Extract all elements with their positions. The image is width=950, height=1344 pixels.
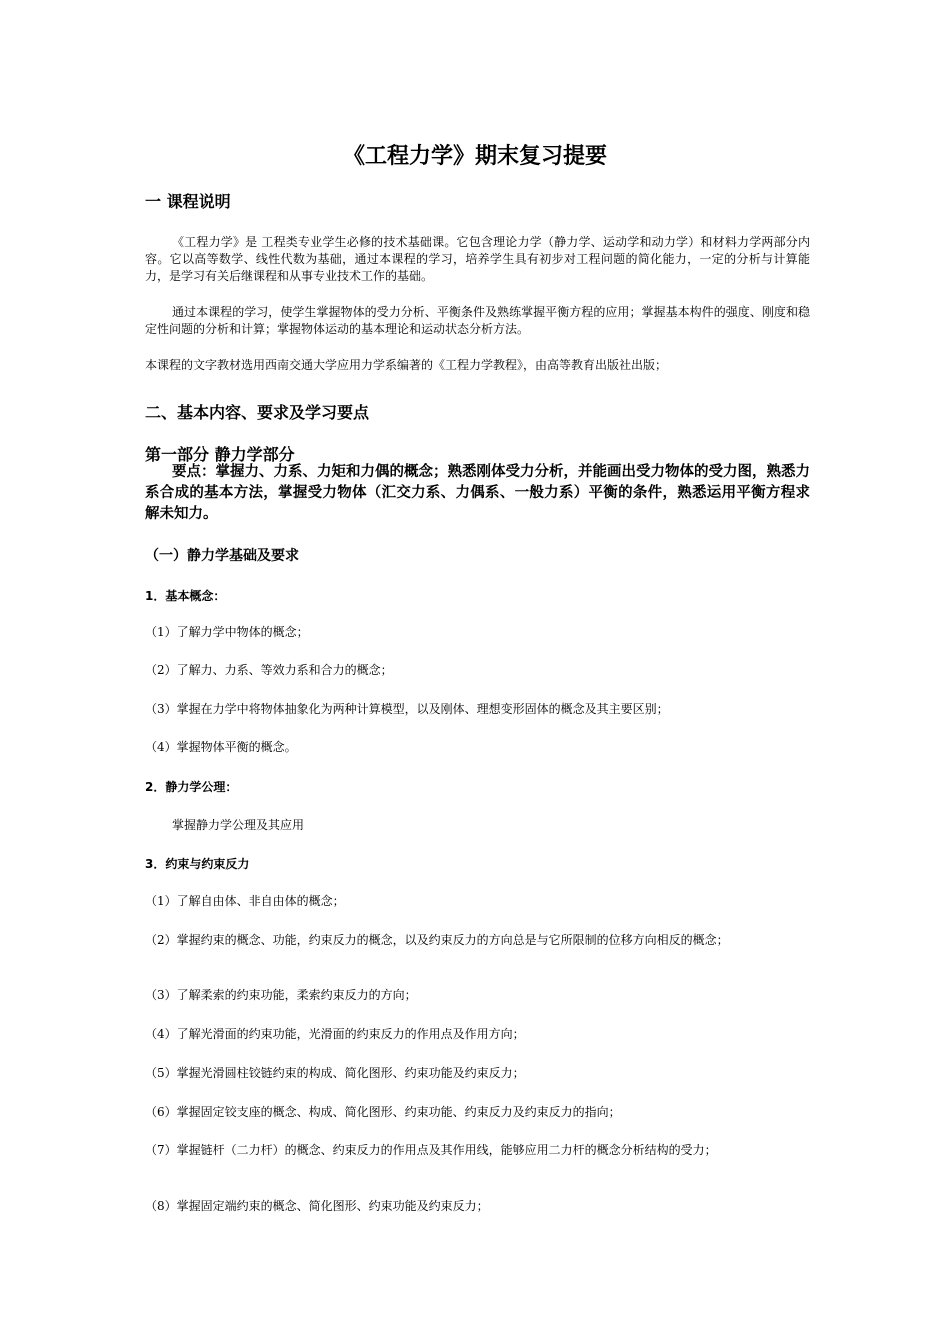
- section1-paragraph-3: 本课程的文字教材选用西南交通大学应用力学系编著的《工程力学教程》，由高等教育出版社出版；: [145, 358, 668, 372]
- section1-heading: 一 课程说明: [145, 192, 231, 211]
- part1-heading: 第一部分 静力学部分: [145, 445, 295, 464]
- subsection1-heading: （一）静力学基础及要求: [145, 548, 299, 564]
- item2-text: 掌握静力学公理及其应用: [172, 818, 305, 832]
- item1-heading: 1．基本概念：: [145, 589, 226, 603]
- item3-line-5: （5）掌握光滑圆柱铰链约束的构成、简化图形、约束功能及约束反力；: [145, 1066, 525, 1080]
- item3-line-2: （2）掌握约束的概念、功能，约束反力的概念，以及约束反力的方向总是与它所限制的位移方向相反的概念；: [145, 933, 729, 947]
- section1-paragraph-1: 《工程力学》是 工程类专业学生必修的技术基础课。它包含理论力学（静力学、运动学和动力学）和材料力学两部分内容。它以高等数学、线性代数为基础，通过本课程的学习，培养学生具有初步对工程问题的简化能力，一定的分析与计算能力，是学习有关后继课程和从事专业技术工作的基础。: [145, 235, 810, 283]
- item2-heading: 2．静力学公理：: [145, 780, 238, 794]
- item3-heading: 3．约束与约束反力: [145, 857, 250, 871]
- item3-line-1: （1）了解自由体、非自由体的概念；: [145, 894, 345, 908]
- section2-heading: 二、基本内容、要求及学习要点: [145, 403, 370, 422]
- item3-line-8: （8）掌握固定端约束的概念、简化图形、约束功能及约束反力；: [145, 1199, 489, 1213]
- section1-paragraph-2: 通过本课程的学习，使学生掌握物体的受力分析、平衡条件及熟练掌握平衡方程的应用；掌握基本构件的强度、刚度和稳定性问题的分析和计算；掌握物体运动的基本理论和运动状态分析方法。: [145, 305, 810, 336]
- item1-line-2: （2）了解力、力系、等效力系和合力的概念；: [145, 663, 393, 677]
- item3-line-3: （3）了解柔索的约束功能，柔索约束反力的方向；: [145, 988, 417, 1002]
- item1-line-1: （1）了解力学中物体的概念；: [145, 625, 309, 639]
- part1-keypoints: 要点：掌握力、力系、力矩和力偶的概念；熟悉刚体受力分析，并能画出受力物体的受力图，熟悉力系合成的基本方法，掌握受力物体（汇交力系、力偶系、一般力系）平衡的条件，熟悉运用平衡方程求解未知力。: [145, 464, 810, 522]
- item3-line-4: （4）了解光滑面的约束功能，光滑面的约束反力的作用点及作用方向；: [145, 1027, 525, 1041]
- document-title: 《工程力学》期末复习提要: [342, 143, 607, 169]
- item1-line-4: （4）掌握物体平衡的概念。: [145, 740, 297, 754]
- item3-line-6: （6）掌握固定铰支座的概念、构成、简化图形、约束功能、约束反力及约束反力的指向；: [145, 1105, 621, 1119]
- item3-line-7: （7）掌握链杆（二力杆）的概念、约束反力的作用点及其作用线，能够应用二力杆的概念分析结构的受力；: [145, 1143, 717, 1157]
- item1-line-3: （3）掌握在力学中将物体抽象化为两种计算模型，以及刚体、理想变形固体的概念及其主要区别；: [145, 702, 669, 716]
